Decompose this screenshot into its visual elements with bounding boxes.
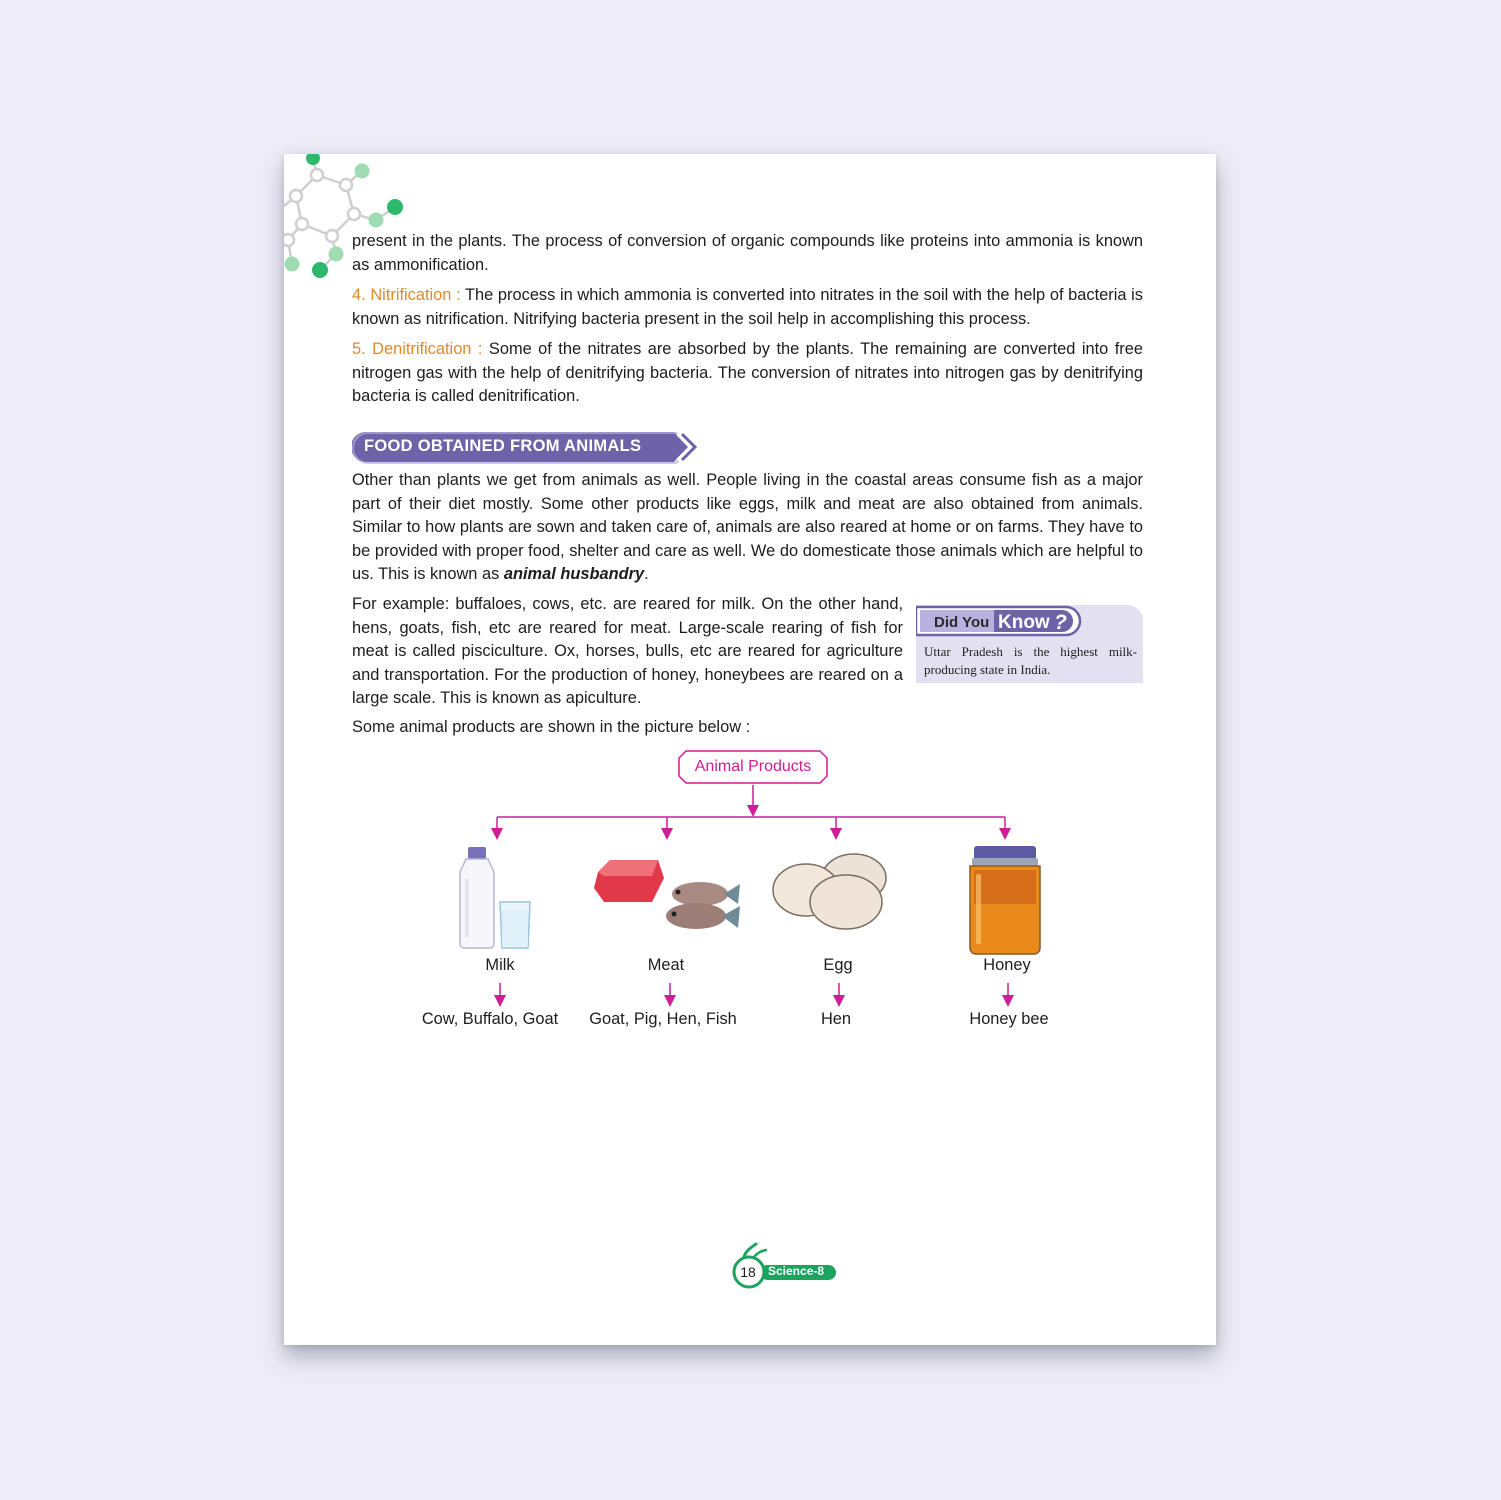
product-label-milk: Milk [485, 956, 515, 974]
paragraph-denitrification: 5. Denitrification : Some of the nitrates are absorbed by the plants. The remaining are converted into free nitrogen gas with the help of denitrifying bacteria. The conversion of nitrates into nitrogen gas by denitrifying bacteria is called denitrification. [352, 340, 1143, 405]
subject-label: Science-8 [768, 1264, 825, 1278]
term-animal-husbandry: animal husbandry [503, 565, 645, 583]
did-you-know-text: Uttar Pradesh is the highest milk-producing state in India. [924, 644, 1137, 677]
did-you-know-banner [916, 605, 1086, 637]
section-heading-text: FOOD OBTAINED FROM ANIMALS [364, 437, 642, 455]
source-label-honey: Honey bee [969, 1010, 1049, 1028]
term-nitrification: 4. Nitrification : [352, 286, 461, 304]
source-label-meat: Goat, Pig, Hen, Fish [589, 1010, 737, 1028]
root-node-label: Animal Products [694, 758, 812, 775]
meat-and-fish-icon [592, 854, 742, 939]
paragraph-animal-food: Other than plants we get from animals as well. People living in the coastal areas consume fish as a major part of their diet mostly. Some other products like eggs, milk and meat are also obtained from animals. Similar to how plants are sown and taken care of, animals are also reared at home or on farms. They have to be provided with proper food, shelter and care as well. We do domesticate those animals which are helpful to us. This is known as animal husbandry. [352, 471, 1143, 583]
textbook-page [284, 154, 1216, 1345]
did-you-know-title-part1: Did You [934, 614, 990, 631]
product-label-egg: Egg [823, 956, 853, 974]
eggs-icon [770, 850, 900, 935]
diagram-root-node [678, 750, 828, 784]
paragraph-picture-intro: Some animal products are shown in the picture below : [352, 718, 751, 736]
product-label-meat: Meat [647, 956, 685, 974]
paragraph-ammonification: present in the plants. The process of conversion of organic compounds like proteins into ammonia is known as ammonification. [352, 232, 1143, 274]
section-heading [352, 430, 698, 469]
term-denitrification: 5. Denitrification : [352, 340, 483, 358]
page-number: 18 [740, 1264, 756, 1280]
product-label-honey: Honey [983, 956, 1031, 974]
did-you-know-title-part2: Know [998, 612, 1050, 633]
paragraph-examples: For example: buffaloes, cows, etc. are reared for milk. On the other hand, hens, goats, fish, etc are reared for meat. Large-scale rearing of fish for meat is called pisciculture. Ox, horses, bulls, etc are reared for agriculture and transportation. For the production of honey, honeybees are reared on a large scale. This is known as apiculture. [352, 595, 903, 707]
source-label-egg: Hen [820, 1010, 852, 1028]
honey-jar-icon [966, 844, 1044, 956]
did-you-know-box [916, 605, 1143, 683]
question-mark-icon: ? [1054, 611, 1067, 634]
source-label-milk: Cow, Buffalo, Goat [421, 1010, 559, 1028]
paragraph-nitrification: 4. Nitrification : The process in which ammonia is converted into nitrates in the soil with the help of bacteria is known as nitrification. Nitrifying bacteria present in the soil help in accomplishing this process. [352, 286, 1143, 328]
milk-bottle-icon [456, 844, 536, 954]
